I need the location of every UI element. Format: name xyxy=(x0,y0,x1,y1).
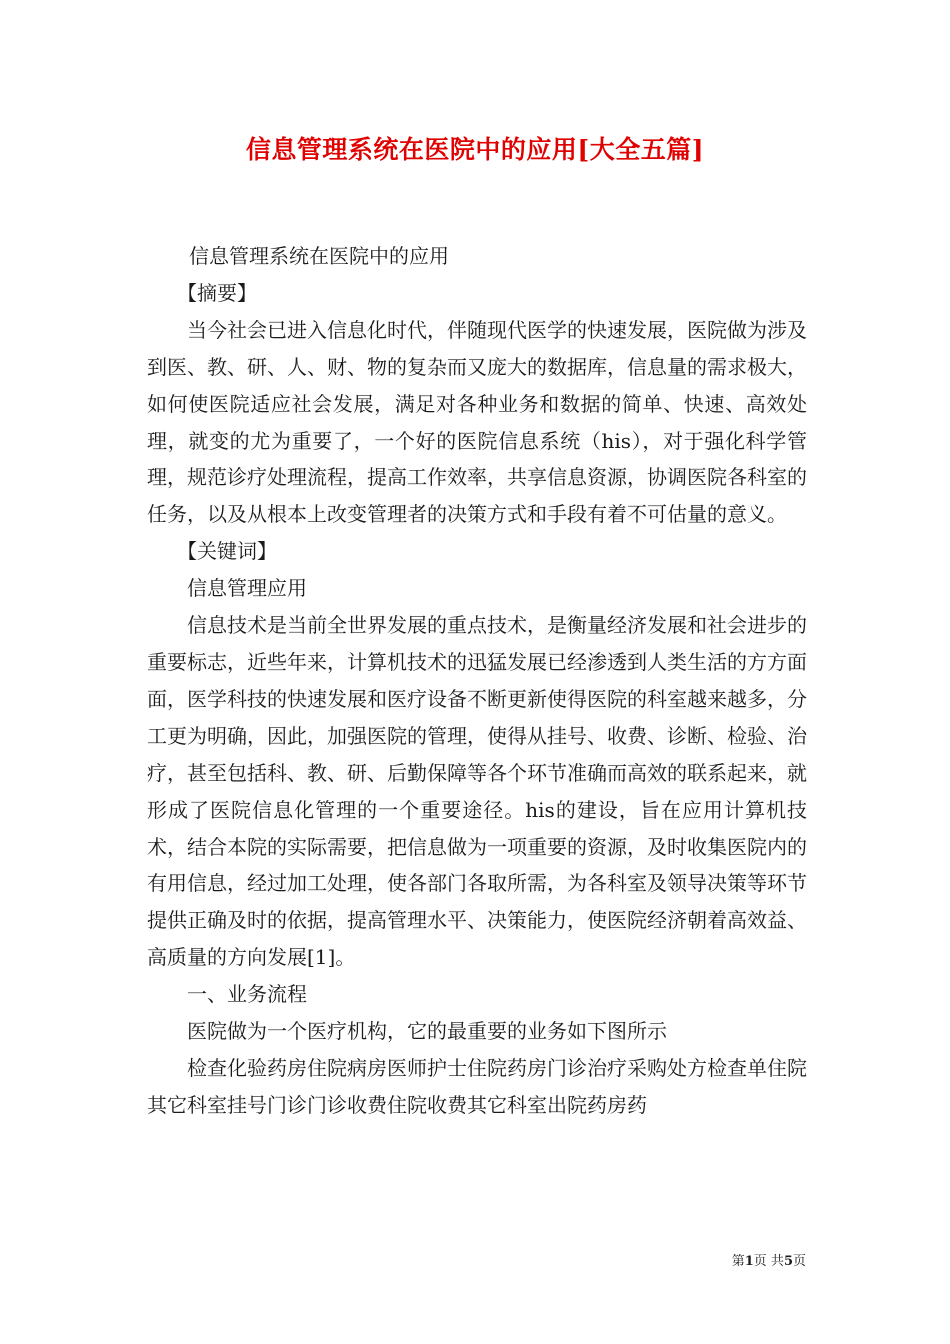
footer-middle: 页 共 xyxy=(753,1254,784,1269)
footer-suffix: 页 xyxy=(792,1254,806,1269)
section-heading: 一、业务流程 xyxy=(187,982,307,1007)
diagram-text-paragraph: 检查化验药房住院病房医师护士住院药房门诊治疗采购处方检查单住院其它科室挂号门诊门诊收费住院收费其它科室出院药房药 xyxy=(147,1055,807,1117)
footer-prefix: 第 xyxy=(731,1254,745,1269)
document-body xyxy=(147,238,807,1124)
footer-current-page: 1 xyxy=(744,1254,754,1269)
body-paragraph: 信息技术是当前全世界发展的重点技术，是衡量经济发展和社会进步的重要标志，近些年来，计算机技术的迅猛发展已经渗透到人类生活的方方面面，医学科技的快速发展和医疗设备不断更新使得医院的科室越来越多，分工更为明确，因此，加强医院的管理，使得从挂号、收费、诊断、检验、治疗，甚至包括科、教、研、后勤保障等各个环节准确而高效的联系起来，就形成了医院信息化管理的一个重要途径。his的建设，旨在应用计算机技术，结合本院的实际需要，把信息做为一项重要的资源，及时收集医院内的有用信息，经过加工处理，使各部门各取所需，为各科室及领导决策等环节提供正确及时的依据，提高管理水平、决策能力，使医院经济朝着高效益、高质量的方向发展[1]。 xyxy=(147,613,807,970)
document-subtitle: 信息管理系统在医院中的应用 xyxy=(189,244,449,268)
page-footer xyxy=(732,1250,806,1269)
footer-total-pages: 5 xyxy=(783,1254,793,1269)
abstract-paragraph: 当今社会已进入信息化时代，伴随现代医学的快速发展，医院做为涉及到医、教、研、人、财、物的复杂而又庞大的数据库，信息量的需求极大，如何使医院适应社会发展，满足对各种业务和数据的简单、快速、高效处理，就变的尤为重要了，一个好的医院信息系统（his），对于强化科学管理，规范诊疗处理流程，提高工作效率，共享信息资源，协调医院各科室的任务，以及从根本上改变管理者的决策方式和手段有着不可估量的意义。 xyxy=(147,317,807,527)
keywords-label: 【关键词】 xyxy=(177,539,277,564)
document-title: 信息管理系统在医院中的应用[大全五篇] xyxy=(245,135,705,164)
section-intro-paragraph: 医院做为一个医疗机构，它的最重要的业务如下图所示 xyxy=(187,1019,667,1044)
abstract-label: 【摘要】 xyxy=(177,280,257,305)
keywords-paragraph: 信息管理应用 xyxy=(187,576,307,601)
